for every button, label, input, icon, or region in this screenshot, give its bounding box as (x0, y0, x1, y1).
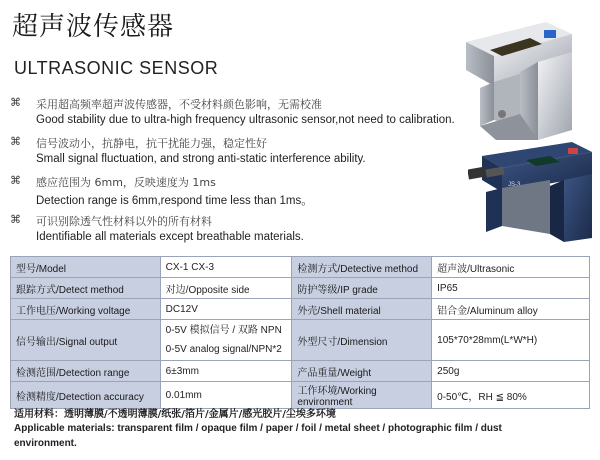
spec-value: 250g (432, 361, 590, 382)
spec-label: 跟踪方式/Detect method (11, 278, 161, 299)
spec-value: DC12V (160, 299, 292, 320)
feature-text-cn: 信号波动小，抗静电，抗干扰能力强，稳定性好 (36, 137, 267, 150)
feature-text-en: Small signal fluctuation, and strong anti-static interference ability. (36, 153, 366, 165)
applicable-materials-cn: 适用材料：透明薄膜/不透明薄膜/纸张/箔片/金属片/感光胶片/尘埃多环境 (14, 409, 336, 420)
spec-label: 信号输出/Signal output (11, 320, 161, 361)
sensor-model-label: JS-3 (508, 182, 521, 188)
spec-value (160, 320, 292, 361)
sensor-silver-image (460, 18, 580, 143)
spec-value: 0-50℃，RH ≦ 80% (432, 382, 590, 409)
bullet-icon: ⌘ (10, 175, 21, 187)
spec-value: 105*70*28mm(L*W*H) (432, 320, 590, 361)
spec-value: CX-1 CX-3 (160, 257, 292, 278)
table-row (11, 299, 590, 320)
spec-value: IP65 (432, 278, 590, 299)
bullet-icon: ⌘ (10, 136, 21, 148)
table-row (11, 257, 590, 278)
spec-label: 防护等级/IP grade (292, 278, 432, 299)
feature-text-en: Detection range is 6mm,respond time less than 1ms。 (36, 195, 313, 207)
sensor-blue-image (468, 140, 596, 242)
feature-text-cn: 采用超高频率超声波传感器，不受材料颜色影响，无需校准 (36, 98, 322, 111)
spec-value: 对边/Opposite side (160, 278, 292, 299)
feature-list (10, 93, 455, 249)
applicable-materials-en: Applicable materials: transparent film / opaque film / paper / foil / metal sheet / photographic film / dust environment. (14, 423, 502, 449)
spec-label: 检测范围/Detection range (11, 361, 161, 382)
page-title-cn: 超声波传感器 (12, 12, 175, 42)
spec-label: 检测精度/Detection accuracy (11, 382, 161, 409)
spec-table (10, 256, 590, 409)
feature-text-cn: 可识别除透气性材料以外的所有材料 (36, 215, 212, 228)
feature-text-en: Good stability due to ultra-high frequency ultrasonic sensor,not need to calibration. (36, 114, 455, 126)
table-row (11, 361, 590, 382)
spec-label: 工作环境/Working environment (292, 382, 432, 409)
bullet-icon: ⌘ (10, 97, 21, 109)
spec-label: 产品重量/Weight (292, 361, 432, 382)
spec-value: 0.01mm (160, 382, 292, 409)
bullet-icon: ⌘ (10, 214, 21, 226)
signal-value-en: 0-5V analog signal/NPN*2 (165, 344, 282, 355)
table-row (11, 278, 590, 299)
feature-item (10, 93, 455, 132)
spec-value: 铝合金/Aluminum alloy (432, 299, 590, 320)
spec-label: 外壳/Shell material (292, 299, 432, 320)
spec-label: 工作电压/Working voltage (11, 299, 161, 320)
spec-label: 检测方式/Detective method (292, 257, 432, 278)
spec-value: 超声波/Ultrasonic (432, 257, 590, 278)
feature-item (10, 132, 450, 171)
spec-value: 6±3mm (160, 361, 292, 382)
page-title-en: ULTRASONIC SENSOR (14, 58, 219, 78)
feature-text-en: Identifiable all materials except breathable materials. (36, 231, 304, 243)
spec-label: 外型尺寸/Dimension (292, 320, 432, 361)
signal-value-cn: 0-5V 模拟信号 / 双路 NPN (165, 325, 282, 336)
feature-item (10, 210, 450, 249)
feature-item (10, 171, 450, 210)
feature-text-cn: 感应范围为 6mm，反映速度为 1ms (36, 176, 216, 189)
spec-label: 型号/Model (11, 257, 161, 278)
table-row (11, 320, 590, 361)
